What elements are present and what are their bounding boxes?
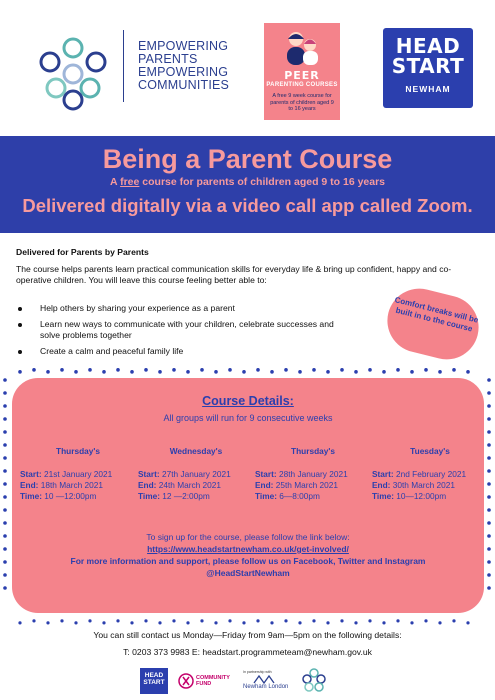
decorative-dot — [487, 560, 491, 564]
decorative-dot — [3, 404, 7, 408]
decorative-dot — [130, 370, 134, 374]
start-label: Start: — [138, 469, 160, 479]
decorative-dot — [18, 370, 22, 374]
decorative-dot — [368, 368, 372, 372]
headstart-word-1: HEAD — [395, 34, 461, 58]
decorative-dot — [242, 370, 246, 374]
group-start — [255, 469, 371, 480]
decorative-dot — [270, 370, 274, 374]
partnership-text: In partnership with — [243, 670, 272, 674]
time-value: 12 —2:00pm — [162, 491, 210, 501]
decorative-dot — [438, 370, 442, 374]
decorative-dot — [466, 621, 469, 624]
group-time — [372, 491, 488, 502]
headstart-word-2: START — [391, 54, 465, 78]
headstart-logo — [383, 28, 473, 108]
comfort-breaks-badge — [381, 282, 486, 366]
signup-instruction: To sign up for the course, please follow the link below: — [146, 532, 350, 542]
decorative-dot — [340, 368, 344, 372]
decorative-dot — [74, 621, 77, 624]
group-2 — [138, 446, 254, 502]
signup-link[interactable]: https://www.headstartnewham.co.uk/get-involved/ — [147, 544, 349, 554]
start-value: 28th January 2021 — [278, 469, 348, 479]
decorative-dot — [228, 619, 231, 622]
decorative-dot — [158, 621, 161, 624]
decorative-dot — [214, 621, 217, 624]
group-time — [138, 491, 254, 502]
epec-line-1: EMPOWERING — [138, 39, 229, 53]
start-label: Start: — [20, 469, 42, 479]
decorative-dot — [3, 534, 7, 538]
group-3 — [255, 446, 371, 502]
decorative-dot — [326, 370, 330, 374]
group-day: Thursday's — [291, 446, 335, 456]
decorative-dot — [3, 508, 7, 512]
start-value: 27th January 2021 — [161, 469, 231, 479]
subtitle-free: free — [120, 176, 140, 188]
decorative-dot — [340, 619, 343, 622]
decorative-dot — [172, 368, 176, 372]
course-details-panel — [12, 378, 484, 613]
decorative-dot — [228, 368, 232, 372]
decorative-dot — [3, 495, 7, 499]
decorative-dot — [487, 521, 491, 525]
start-label: Start: — [255, 469, 277, 479]
decorative-dot — [410, 370, 414, 374]
decorative-dot — [3, 547, 7, 551]
decorative-dot — [298, 621, 301, 624]
decorative-dot — [487, 508, 491, 512]
group-start — [138, 469, 254, 480]
decorative-dot — [102, 370, 106, 374]
decorative-dot — [424, 368, 428, 372]
decorative-dot — [256, 619, 259, 622]
decorative-dot — [368, 619, 371, 622]
decorative-dot — [312, 619, 315, 622]
lottery-crossed-fingers-icon — [178, 673, 194, 689]
course-subtitle — [0, 176, 495, 189]
epec-line-2: PARENTS — [138, 52, 198, 66]
decorative-dot — [487, 573, 491, 577]
decorative-dot — [3, 586, 7, 590]
decorative-dot — [438, 621, 441, 624]
decorative-dot — [88, 368, 92, 372]
decorative-dot — [410, 621, 413, 624]
time-value: 10—12:00pm — [396, 491, 447, 501]
course-groups — [20, 446, 480, 506]
decorative-dot — [60, 368, 64, 372]
group-end — [255, 480, 371, 491]
social-media-info: For more information and support, please follow us on Facebook, Twitter and Instagram @HeadStartNewham — [70, 556, 426, 578]
peer-title: PEER — [284, 69, 320, 82]
end-value: 24th March 2021 — [158, 480, 222, 490]
group-end — [138, 480, 254, 491]
epec-line-3: EMPOWERING — [138, 65, 229, 79]
logo-divider — [123, 30, 124, 102]
start-value: 21st January 2021 — [43, 469, 113, 479]
decorative-dot — [3, 560, 7, 564]
time-value: 6—8:00pm — [279, 491, 320, 501]
time-value: 10 —12:00pm — [44, 491, 97, 501]
intro-paragraph: The course helps parents learn practical communication skills for everyday life & bring up confident, happy and co-operative children. You will leave this course feeling better able to: — [16, 264, 452, 286]
intro-section — [16, 247, 484, 294]
decorative-dot — [3, 456, 7, 460]
decorative-dot — [466, 370, 470, 374]
decorative-dot — [284, 619, 287, 622]
decorative-dot — [487, 404, 491, 408]
epec-line-4: COMMUNITIES — [138, 78, 230, 92]
subtitle-prefix: A — [109, 176, 121, 188]
end-value: 30th March 2021 — [392, 480, 456, 490]
decorative-dot — [3, 573, 7, 577]
end-value: 25th March 2021 — [275, 480, 339, 490]
group-day: Wednesday's — [169, 446, 223, 456]
decorative-dot — [487, 534, 491, 538]
decorative-dot — [32, 619, 35, 622]
footer-logos — [140, 666, 370, 696]
decorative-dot — [452, 368, 456, 372]
group-start — [20, 469, 136, 480]
end-label: End: — [20, 480, 39, 490]
decorative-dot — [487, 547, 491, 551]
decorative-dot — [3, 443, 7, 447]
decorative-dot — [144, 619, 147, 622]
start-label: Start: — [372, 469, 394, 479]
decorative-dot — [242, 621, 245, 624]
decorative-dot — [46, 370, 50, 374]
header-logos — [0, 0, 495, 135]
decorative-dot — [3, 430, 7, 434]
group-day: Tuesday's — [410, 446, 450, 456]
list-item: Help others by sharing your experience as a parent — [16, 303, 336, 314]
contact-hours: You can still contact us Monday—Friday from 9am—5pm on the following details: — [93, 630, 402, 640]
intro-heading: Delivered for Parents by Parents — [16, 247, 149, 257]
decorative-dot — [382, 370, 386, 374]
group-start — [372, 469, 488, 480]
time-label: Time: — [138, 491, 160, 501]
decorative-dot — [186, 370, 190, 374]
decorative-dot — [172, 619, 175, 622]
decorative-dot — [424, 619, 427, 622]
decorative-dot — [186, 621, 189, 624]
newham-logo — [243, 670, 293, 694]
course-duration-note: All groups will run for 9 consecutive weeks — [163, 413, 333, 423]
group-4 — [372, 446, 488, 502]
course-details-title: Course Details: — [202, 394, 294, 408]
subtitle-suffix: course for parents of children aged 9 to 16 years — [139, 176, 386, 188]
title-banner — [0, 136, 495, 233]
decorative-dot — [3, 378, 7, 382]
newham-name: Newham London — [243, 684, 289, 690]
decorative-dot — [487, 391, 491, 395]
parent-child-icon — [282, 29, 322, 67]
decorative-dot — [487, 417, 491, 421]
decorative-dot — [487, 378, 491, 382]
course-title: Being a Parent Course — [102, 144, 393, 174]
decorative-dot — [116, 619, 119, 622]
community-fund-logo — [178, 670, 238, 692]
time-label: Time: — [20, 491, 42, 501]
decorative-dot — [102, 621, 105, 624]
decorative-dot — [487, 586, 491, 590]
decorative-dot — [74, 370, 78, 374]
decorative-dot — [18, 621, 21, 624]
end-label: End: — [372, 480, 391, 490]
group-end — [372, 480, 488, 491]
decorative-dot — [214, 370, 218, 374]
epec-wordmark — [138, 40, 258, 92]
decorative-dot — [452, 619, 455, 622]
decorative-dot — [200, 619, 203, 622]
peer-description: A free 9 week course for parents of children aged 9 to 16 years — [270, 93, 334, 113]
decorative-dot — [3, 417, 7, 421]
list-item: Learn new ways to communicate with your children, celebrate successes and solve problems together — [16, 319, 336, 341]
headstart-sub: NEWHAM — [405, 84, 451, 94]
decorative-dot — [116, 368, 120, 372]
decorative-dot — [354, 370, 358, 374]
time-label: Time: — [255, 491, 277, 501]
decorative-dot — [158, 370, 162, 374]
time-label: Time: — [372, 491, 394, 501]
decorative-dot — [270, 621, 273, 624]
list-item: Create a calm and peaceful family life — [16, 346, 336, 357]
decorative-dot — [487, 430, 491, 434]
decorative-dot — [326, 621, 329, 624]
decorative-dot — [284, 368, 288, 372]
decorative-dot — [3, 469, 7, 473]
group-time — [255, 491, 371, 502]
decorative-dot — [298, 370, 302, 374]
zoom-notice: Delivered digitally via a video call app called Zoom. — [22, 195, 473, 216]
decorative-dot — [60, 619, 63, 622]
end-value: 18th March 2021 — [40, 480, 104, 490]
decorative-dot — [256, 368, 260, 372]
decorative-dot — [354, 621, 357, 624]
comfort-breaks-text: Comfort breaks will be built in to the course — [393, 295, 480, 334]
headstart-small-logo: HEAD START — [140, 668, 168, 694]
decorative-dot — [396, 619, 399, 622]
decorative-dot — [88, 619, 91, 622]
decorative-dot — [382, 621, 385, 624]
decorative-dot — [46, 621, 49, 624]
contact-details: T: 0203 373 9983 E: headstart.programmeteam@newham.gov.uk — [123, 647, 372, 657]
decorative-dot — [32, 368, 36, 372]
end-label: End: — [255, 480, 274, 490]
decorative-dot — [144, 368, 148, 372]
benefit-list — [16, 303, 336, 362]
start-value: 2nd February 2021 — [395, 469, 467, 479]
newham-crest-icon — [253, 674, 275, 684]
decorative-dot — [396, 368, 400, 372]
community-fund-text: COMMUNITY FUND — [196, 675, 230, 687]
epec-circles-logo — [30, 34, 116, 114]
group-1 — [20, 446, 136, 502]
group-time — [20, 491, 136, 502]
decorative-dot — [3, 391, 7, 395]
peer-parenting-card — [264, 23, 340, 120]
decorative-dot — [312, 368, 316, 372]
epec-small-logo — [300, 667, 328, 695]
group-day: Thursday's — [56, 446, 100, 456]
end-label: End: — [138, 480, 157, 490]
decorative-dot — [3, 482, 7, 486]
decorative-dot — [3, 521, 7, 525]
decorative-dot — [200, 368, 204, 372]
decorative-dot — [130, 621, 133, 624]
peer-subtitle: PARENTING COURSES — [266, 82, 338, 88]
group-end — [20, 480, 136, 491]
